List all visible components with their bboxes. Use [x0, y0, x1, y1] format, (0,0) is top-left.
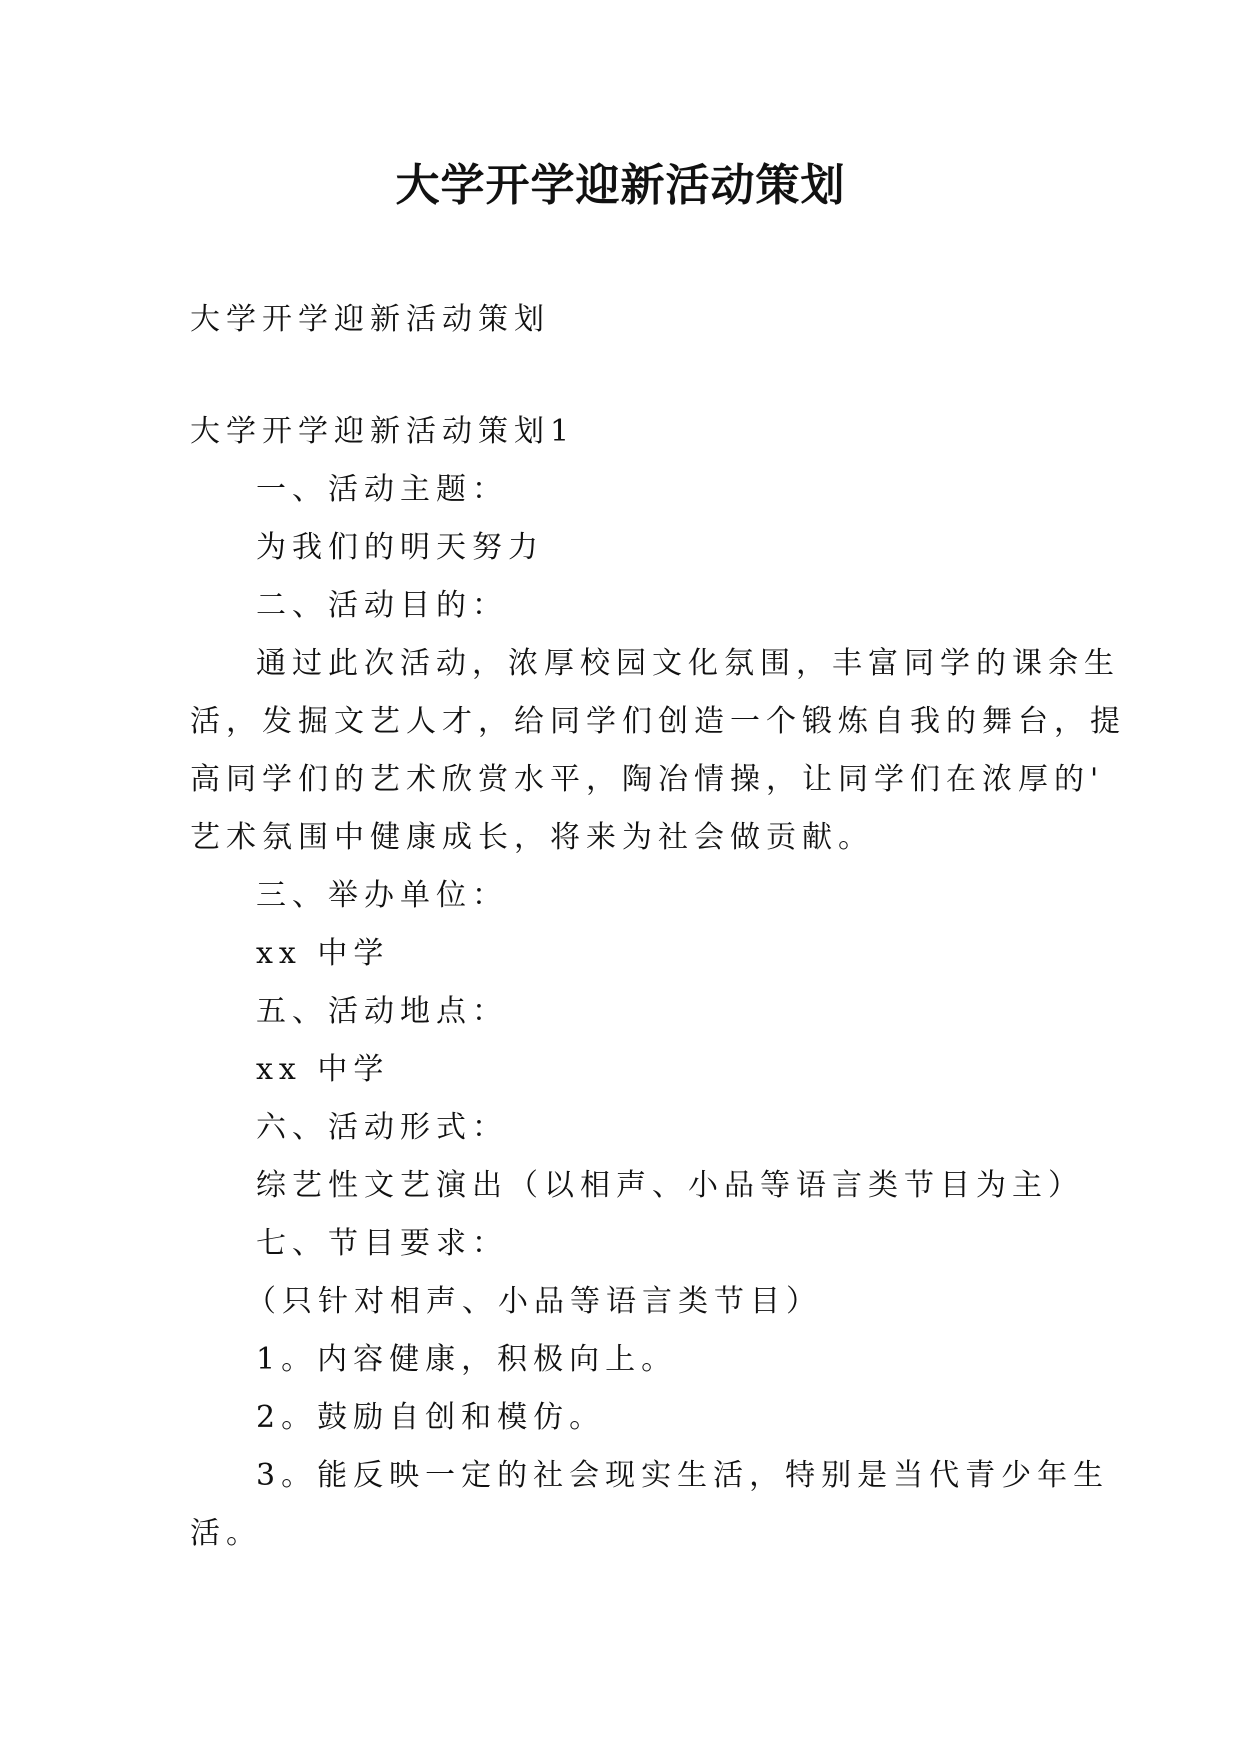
organizer-text: xx 中学: [256, 936, 390, 971]
requirement-item: 1。内容健康，积极向上。: [256, 1342, 678, 1377]
program-requirements-note: （只针对相声、小品等语言类节目）: [246, 1284, 822, 1319]
activity-theme-text: 为我们的明天努力: [256, 530, 544, 565]
document-subtitle: 大学开学迎新活动策划: [190, 302, 550, 337]
purpose-paragraph-line: 通过此次活动，浓厚校园文化氛围，丰富同学的课余生: [256, 646, 1120, 681]
requirement-item: 3。能反映一定的社会现实生活，特别是当代青少年生: [256, 1458, 1110, 1493]
heading-activity-theme: 一、活动主题：: [256, 472, 508, 507]
purpose-paragraph-line: 高同学们的艺术欣赏水平，陶冶情操，让同学们在浓厚的': [190, 762, 1105, 797]
venue-text: xx 中学: [256, 1052, 390, 1087]
section-heading: 大学开学迎新活动策划1: [190, 414, 576, 449]
heading-activity-purpose: 二、活动目的：: [256, 588, 508, 623]
document-title: 大学开学迎新活动策划: [395, 160, 846, 211]
heading-organizer: 三、举办单位：: [256, 878, 508, 913]
requirement-item: 2。鼓励自创和模仿。: [256, 1400, 606, 1435]
activity-format-text: 综艺性文艺演出（以相声、小品等语言类节目为主）: [256, 1168, 1084, 1203]
heading-activity-format: 六、活动形式：: [256, 1110, 508, 1145]
heading-program-requirements: 七、节目要求：: [256, 1226, 508, 1261]
purpose-paragraph-line: 艺术氛围中健康成长，将来为社会做贡献。: [190, 820, 874, 855]
requirement-item-continuation: 活。: [190, 1516, 262, 1551]
heading-venue: 五、活动地点：: [256, 994, 508, 1029]
purpose-paragraph-line: 活，发掘文艺人才，给同学们创造一个锻炼自我的舞台，提: [190, 704, 1126, 739]
